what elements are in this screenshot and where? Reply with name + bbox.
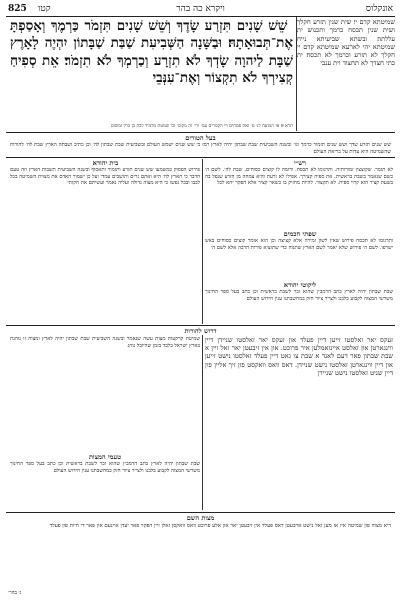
beit-yehuda-text: פירוש הפסוק כמשמעו שש שנים תזרע ותזמור ותאסוף ובשנה השביעית תשבות הארץ וזה טעם הדבר כי הארץ לה׳ היא ואתם גרים ותושבים עמדי ועל כן ישמור האדם את מצוות השמיטה בכל לבבו ובכל נפשו כי היא מצוה גדולה ועליה נאמר ועשיתם את חקותי bbox=[10, 167, 200, 187]
yiddish-section-title: דרוש להורות bbox=[184, 327, 217, 335]
siftei-chachamim-text: ותרגומו לא תכסח פירוש שאין לשון זמירה אלא קציצה וכן הוא אומר קוצים כסוחים באש ישרפו. לשם ה׳ פירוש שלא יאמר לשם הארץ שתנוח כדי שתוציא פירות הרבה אלא לשם ה׳ bbox=[205, 238, 393, 251]
page-number: 825 bbox=[8, 4, 27, 14]
section-rule bbox=[6, 157, 395, 158]
onkelos-text: שמיטתא קדם יי׃ שית שנין תזרע חקלך ושית שנין תכסח כרמך ותכנוש ית עללתה׃ ובשתא שביעיתא נייח שמיטתא יהי לארעא שמיטתא קדם יי חקלך לא תזרע וכרמך לא תכסח׃ ית כתי חצדך לא תחצוד וית ענבי bbox=[297, 18, 395, 68]
baal-haturim-text: שש שנים תזרע שדך ושש שנים תזמור כרמך וגו׳ ובשנה השביעית שבת שבתון יהיה לארץ רמז כי שש שנים ישמש העולם ובשביעית שבת שבתון לה׳ וכן כתיב ושבתה הארץ שבת לה׳ להורות שהשמיטה היא עדות על בריאת העולם bbox=[10, 142, 391, 155]
taamei-hamitzvot-title: טעמי המצות bbox=[88, 453, 122, 461]
column-divider bbox=[202, 159, 203, 324]
book-parsha-title: ויקרא כה בהר bbox=[176, 4, 225, 14]
onkelos-column-title: אונקלוס bbox=[365, 4, 393, 14]
mitzvot-hashem-text: דיא מצוה פון שמיטה איז אז מען זאל נישט ארבעטן דאס פעלד אין זיבעטן יאר און אלע פרוכט וואס וואקסן זאלן זיין הפקר פאר יעדן איינעם און פאר די חיות פון פעלד bbox=[49, 523, 391, 529]
taamei-hamitzvot-text: שמיטת קרקעות מצות עשה שנאמר ובשנה השביעית שבת שבתון יהיה לארץ ומצוה זו נוהגת בארץ ישראל בלבד בזמן שהיובל נוהג bbox=[10, 336, 200, 349]
baal-haturim-title: בעל הטורים bbox=[185, 134, 216, 142]
likutei-yehuda-title: ליקוטי יהודא bbox=[283, 281, 317, 289]
taamei-hamitzvot-cont: שבת שבתון יהיה לארץ כתב הרמב״ן שהוא זכר לשבת בראשית וכן כתב בעל ספר החינוך משרשי המצוה לקבוע בלבנו ולצייר ציור חזק במחשבתנו ענין חידוש העולם bbox=[10, 461, 200, 474]
section-rule bbox=[6, 325, 395, 326]
hebrew-page-number: קטו bbox=[38, 4, 51, 14]
likutei-yehuda-text: שבת שבתון יהיה לארץ כתב הרמב״ן שהוא זכר לשבת בראשית וכן כתב בעל ספר החינוך משרשי המצוה לקבוע בלבנו ולצייר ציור חזק במחשבתנו ענין חידוש העולם bbox=[205, 289, 393, 302]
rashi-text: לא תזמר. שקוצצין זמורותיה. ותרגומו לא תכסח. ודומה לו קוצים כסוחים. שבת לה׳. לשם ה׳ כשם שנאמר בשבת בראשית. את ספיח קצירך. אפילו לא זרעת והיא צמחה מן הזרע שנפל בה בשעת קציר הוא קרוי ספיח. לא תקצור. להיות מחזיק בו כשאר קציר אלא הפקר יהא לכל bbox=[205, 167, 393, 187]
main-verse-text: ׃ שֵׁשׁ שָׁנִים תִּזְרַע שָׂדֶךָ וְשֵׁשׁ שָׁנִים תִּזְמֹר כַּרְמֶךָ וְאָסַפְתָּ אֶת־תְּבוּאָתָהּ׃ וּבַשָּׁנָה הַשְּׁבִיעִת שַׁבַּת שַׁבָּתוֹן יִהְיֶה לָאָרֶץ שַׁבָּת לַיהוָה שָׂדְךָ לֹא תִזְרָע וְכַרְמְךָ לֹא תִזְמֹר׃ אֵת סְפִיחַ קְצִירְךָ לֹא תִקְצוֹר וְאֶת־עִנְּבֵי bbox=[10, 18, 293, 86]
siftei-chachamim-title: שפתי חכמים bbox=[283, 230, 317, 238]
mitzvot-hashem-title: מצות השם bbox=[186, 514, 215, 522]
header-rule bbox=[6, 16, 395, 17]
section-rule bbox=[6, 512, 395, 513]
page-footer: ג׳ בהר׳ bbox=[8, 590, 22, 596]
column-divider bbox=[202, 335, 203, 510]
verse-note: תרא 9 אי המועה לנ׳ ט׳ ואת פסחים ויי הקמרים עמ׳ ורי׳ וה מקומ׳ וכי שמטת מלמיד לבת כן ברל ומשום bbox=[110, 124, 293, 129]
beit-yehuda-title: בית יהודא bbox=[92, 159, 119, 167]
yiddish-text: זעקס יאר זאלסטו זייען דיין פעלד און זעקס יאר זאלסטו שניידן דיין ווינגארטן און זאלסט איינזאמלען איר פרוכט. און אין זיבעטן יאר זאל זיין א שבת שבתון פאר דעם לאנד א שבת צו גאט דיין פעלד זאלסטו נישט זייען און דיין ווינגארטן זאלסטו נישט שניידן. דאס וואס וואקסט פון זיך אליין פון דיין שניט זאלסטו נישט שניידן bbox=[205, 336, 393, 377]
rashi-title: רש״י bbox=[294, 159, 306, 167]
section-rule bbox=[6, 132, 395, 133]
page-header bbox=[8, 2, 393, 16]
